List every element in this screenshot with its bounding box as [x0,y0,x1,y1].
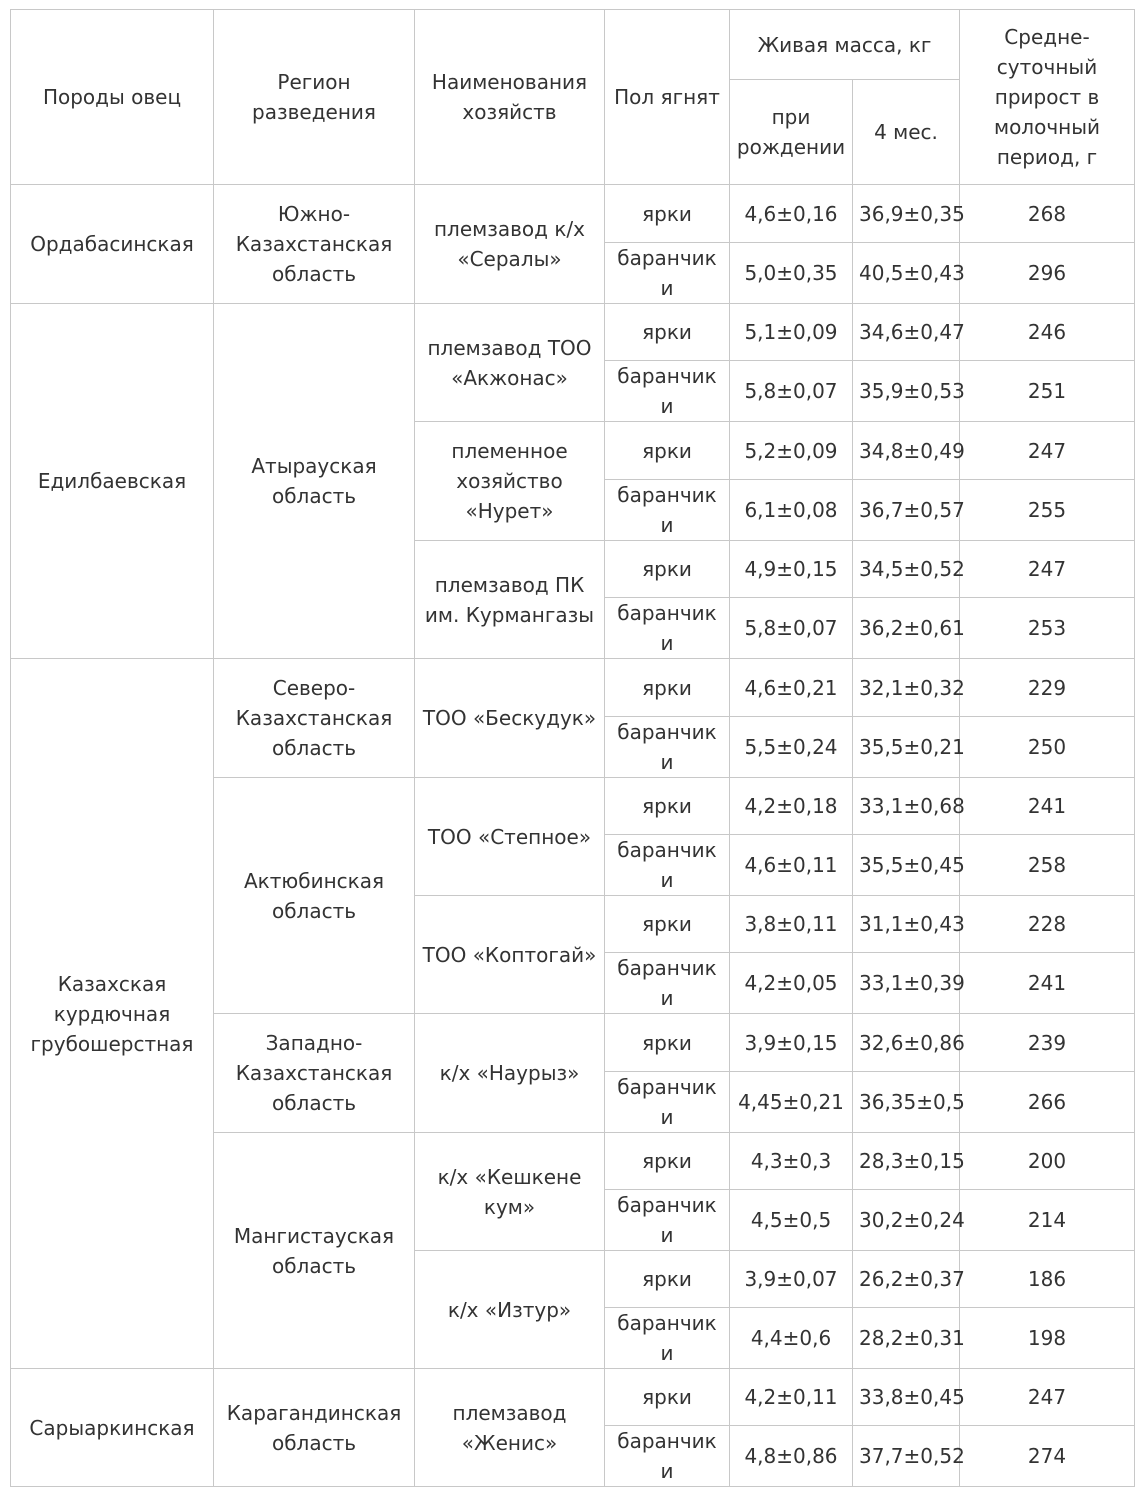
sex-cell: баранчики [605,835,730,896]
sex-cell: баранчики [605,1308,730,1369]
sex-cell: ярки [605,185,730,243]
farm-cell: ТОО «Коптогай» [415,896,605,1014]
farm-cell: к/х «Изтур» [415,1251,605,1369]
birth-weight-cell: 3,9±0,15 [730,1014,853,1072]
region-cell: Южно-Казахстанская область [214,185,415,304]
header-region: Регион разведения [214,10,415,185]
daily-gain-cell: 241 [960,953,1135,1014]
four-month-weight-cell: 35,5±0,45 [853,835,960,896]
four-month-weight-cell: 30,2±0,24 [853,1190,960,1251]
table-row [11,1369,1135,1426]
daily-gain-cell: 251 [960,361,1135,422]
header-sex: Пол ягнят [605,10,730,185]
table-header [11,10,1135,185]
breed-cell: Ордабасинская [11,185,214,304]
birth-weight-cell: 4,8±0,86 [730,1426,853,1487]
daily-gain-cell: 229 [960,659,1135,717]
four-month-weight-cell: 32,6±0,86 [853,1014,960,1072]
sex-cell: ярки [605,659,730,717]
four-month-weight-cell: 35,5±0,21 [853,717,960,778]
daily-gain-cell: 214 [960,1190,1135,1251]
sex-cell: баранчики [605,480,730,541]
farm-cell: племзавод ТОО «Акжонас» [415,304,605,422]
header-daily-gain: Средне-суточный прирост в молочный период, г [960,10,1135,185]
sex-cell: баранчики [605,361,730,422]
four-month-weight-cell: 31,1±0,43 [853,896,960,953]
birth-weight-cell: 4,4±0,6 [730,1308,853,1369]
four-month-weight-cell: 34,5±0,52 [853,541,960,598]
header-four-months: 4 мес. [853,80,960,185]
sex-cell: ярки [605,422,730,480]
sex-cell: баранчики [605,1072,730,1133]
daily-gain-cell: 246 [960,304,1135,361]
daily-gain-cell: 239 [960,1014,1135,1072]
header-farm: Наименования хозяйств [415,10,605,185]
four-month-weight-cell: 40,5±0,43 [853,243,960,304]
birth-weight-cell: 4,2±0,18 [730,778,853,835]
birth-weight-cell: 3,9±0,07 [730,1251,853,1308]
sex-cell: ярки [605,1014,730,1072]
four-month-weight-cell: 33,8±0,45 [853,1369,960,1426]
table-body [11,185,1135,1487]
sex-cell: ярки [605,304,730,361]
birth-weight-cell: 4,2±0,11 [730,1369,853,1426]
birth-weight-cell: 4,3±0,3 [730,1133,853,1190]
farm-cell: племзавод к/х «Сералы» [415,185,605,304]
four-month-weight-cell: 26,2±0,37 [853,1251,960,1308]
four-month-weight-cell: 34,6±0,47 [853,304,960,361]
sex-cell: ярки [605,541,730,598]
birth-weight-cell: 5,2±0,09 [730,422,853,480]
birth-weight-cell: 4,2±0,05 [730,953,853,1014]
four-month-weight-cell: 28,3±0,15 [853,1133,960,1190]
farm-cell: племзавод ПК им. Курмангазы [415,541,605,659]
farm-cell: племзавод «Женис» [415,1369,605,1487]
birth-weight-cell: 5,1±0,09 [730,304,853,361]
birth-weight-cell: 4,5±0,5 [730,1190,853,1251]
farm-cell: к/х «Кешкене кум» [415,1133,605,1251]
birth-weight-cell: 5,8±0,07 [730,598,853,659]
farm-cell: к/х «Наурыз» [415,1014,605,1133]
table-row [11,659,1135,717]
region-cell: Северо-Казахстанская область [214,659,415,778]
birth-weight-cell: 4,6±0,21 [730,659,853,717]
four-month-weight-cell: 35,9±0,53 [853,361,960,422]
birth-weight-cell: 4,9±0,15 [730,541,853,598]
breed-cell: Сарыаркинская [11,1369,214,1487]
header-at-birth: при рождении [730,80,853,185]
four-month-weight-cell: 36,9±0,35 [853,185,960,243]
daily-gain-cell: 296 [960,243,1135,304]
daily-gain-cell: 255 [960,480,1135,541]
birth-weight-cell: 5,5±0,24 [730,717,853,778]
table-row [11,304,1135,361]
birth-weight-cell: 4,45±0,21 [730,1072,853,1133]
daily-gain-cell: 247 [960,1369,1135,1426]
daily-gain-cell: 241 [960,778,1135,835]
sex-cell: ярки [605,1369,730,1426]
daily-gain-cell: 247 [960,422,1135,480]
breed-cell: Едилбаевская [11,304,214,659]
daily-gain-cell: 228 [960,896,1135,953]
daily-gain-cell: 258 [960,835,1135,896]
birth-weight-cell: 5,0±0,35 [730,243,853,304]
sex-cell: баранчики [605,243,730,304]
daily-gain-cell: 198 [960,1308,1135,1369]
sex-cell: баранчики [605,953,730,1014]
four-month-weight-cell: 36,2±0,61 [853,598,960,659]
four-month-weight-cell: 36,35±0,5 [853,1072,960,1133]
daily-gain-cell: 200 [960,1133,1135,1190]
sex-cell: баранчики [605,717,730,778]
sex-cell: баранчики [605,1426,730,1487]
four-month-weight-cell: 28,2±0,31 [853,1308,960,1369]
daily-gain-cell: 253 [960,598,1135,659]
daily-gain-cell: 266 [960,1072,1135,1133]
table-row [11,185,1135,243]
region-cell: Карагандинская область [214,1369,415,1487]
breed-cell: Казахская курдючная грубошерстная [11,659,214,1369]
daily-gain-cell: 186 [960,1251,1135,1308]
region-cell: Актюбинская область [214,778,415,1014]
farm-cell: ТОО «Степное» [415,778,605,896]
farm-cell: ТОО «Бескудук» [415,659,605,778]
birth-weight-cell: 4,6±0,11 [730,835,853,896]
sex-cell: баранчики [605,598,730,659]
sex-cell: ярки [605,1133,730,1190]
header-live-weight: Живая масса, кг [730,10,960,80]
sex-cell: ярки [605,1251,730,1308]
sex-cell: ярки [605,896,730,953]
sheep-breeds-table [10,9,1135,1487]
daily-gain-cell: 274 [960,1426,1135,1487]
birth-weight-cell: 4,6±0,16 [730,185,853,243]
birth-weight-cell: 6,1±0,08 [730,480,853,541]
four-month-weight-cell: 34,8±0,49 [853,422,960,480]
sex-cell: баранчики [605,1190,730,1251]
daily-gain-cell: 268 [960,185,1135,243]
four-month-weight-cell: 36,7±0,57 [853,480,960,541]
four-month-weight-cell: 37,7±0,52 [853,1426,960,1487]
farm-cell: племенное хозяйство «Нурет» [415,422,605,541]
birth-weight-cell: 3,8±0,11 [730,896,853,953]
birth-weight-cell: 5,8±0,07 [730,361,853,422]
four-month-weight-cell: 33,1±0,39 [853,953,960,1014]
four-month-weight-cell: 33,1±0,68 [853,778,960,835]
region-cell: Атырауская область [214,304,415,659]
header-breed: Породы овец [11,10,214,185]
sex-cell: ярки [605,778,730,835]
region-cell: Мангистауская область [214,1133,415,1369]
daily-gain-cell: 247 [960,541,1135,598]
region-cell: Западно-Казахстанская область [214,1014,415,1133]
daily-gain-cell: 250 [960,717,1135,778]
four-month-weight-cell: 32,1±0,32 [853,659,960,717]
